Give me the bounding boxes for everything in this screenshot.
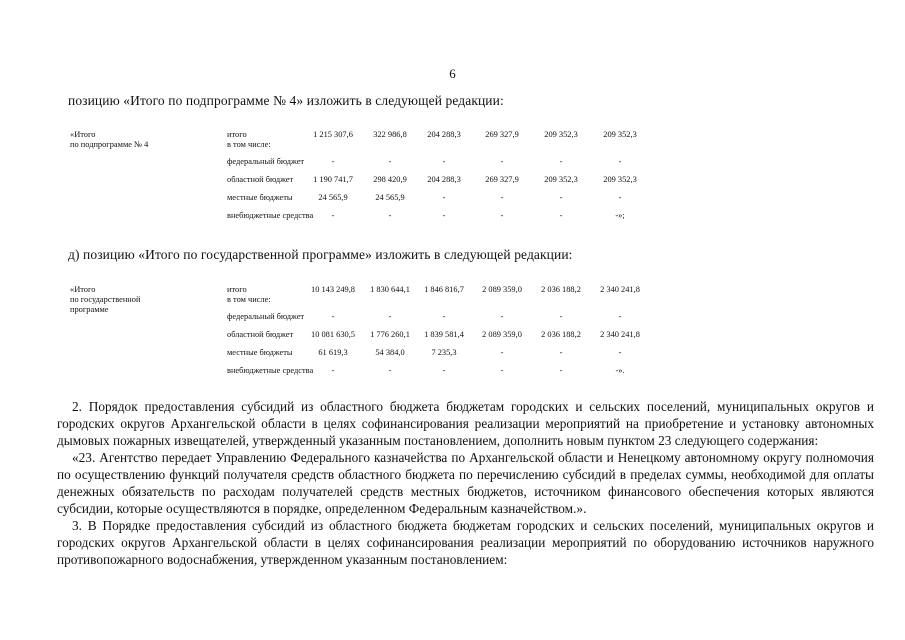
- body-text: [57, 398, 874, 568]
- table-cell: -»;: [615, 211, 625, 220]
- table-cell: 209 352,3: [603, 130, 637, 139]
- table-cell: -: [500, 312, 504, 321]
- row-name: [227, 157, 304, 167]
- row-name: [227, 312, 304, 322]
- table-cell: -: [442, 312, 446, 321]
- row-name-line: внебюджетные средства: [227, 366, 314, 375]
- table-cell: 24 565,9: [375, 193, 405, 202]
- table-cell: -: [559, 193, 563, 202]
- table-cell: -: [500, 348, 504, 357]
- table-cell: 24 565,9: [318, 193, 348, 202]
- table-cell: -: [559, 348, 563, 357]
- table-cell: 1 839 581,4: [424, 330, 464, 339]
- section2-intro: д) позицию «Итого по государственной программе» изложить в следующей редакции:: [68, 247, 573, 262]
- table-cell: -: [500, 211, 504, 220]
- table-cell: 2 089 359,0: [482, 285, 522, 294]
- table-cell: 1 190 741,7: [313, 175, 353, 184]
- table-cell: 61 619,3: [318, 348, 348, 357]
- table-cell: -: [618, 348, 622, 357]
- page-number: 6: [449, 66, 456, 81]
- table-cell: -: [500, 157, 504, 166]
- table-cell: 2 089 359,0: [482, 330, 522, 339]
- row-name-line: в том числе:: [227, 295, 271, 304]
- row-name-line: федеральный бюджет: [227, 157, 305, 166]
- table-cell: 2 340 241,8: [600, 285, 640, 294]
- row-name-line: местные бюджеты: [227, 193, 293, 202]
- row-name: [227, 348, 293, 358]
- row-name: [227, 211, 313, 221]
- table-cell: 1 776 260,1: [370, 330, 410, 339]
- table-cell: 269 327,9: [485, 175, 519, 184]
- table-cell: -: [331, 312, 335, 321]
- table-cell: -: [442, 193, 446, 202]
- label-line: по подпрограмме № 4: [70, 140, 149, 149]
- table-cell: -: [331, 157, 335, 166]
- table-cell: -: [388, 366, 392, 375]
- table-cell: -: [500, 366, 504, 375]
- row-name-line: итого: [227, 130, 247, 139]
- table-cell: -: [331, 211, 335, 220]
- table-cell: 204 288,3: [427, 130, 461, 139]
- table-cell: 2 036 188,2: [541, 330, 581, 339]
- row-name: [227, 130, 271, 150]
- row-name: [227, 330, 293, 340]
- table-cell: -: [442, 157, 446, 166]
- table-cell: -: [559, 211, 563, 220]
- table-cell: -: [559, 366, 563, 375]
- label-line: программе: [70, 305, 109, 314]
- table-cell: -: [388, 157, 392, 166]
- label-line: «Итого: [70, 285, 96, 294]
- table-cell: 298 420,9: [373, 175, 407, 184]
- label-line: «Итого: [70, 130, 96, 139]
- row-name-line: местные бюджеты: [227, 348, 293, 357]
- table-cell: -: [559, 157, 563, 166]
- table-cell: -: [618, 193, 622, 202]
- table-cell: 7 235,3: [431, 348, 457, 357]
- row-name-line: внебюджетные средства: [227, 211, 314, 220]
- row-name-line: в том числе:: [227, 140, 271, 149]
- row-name: [227, 193, 293, 203]
- table-cell: -».: [615, 366, 625, 375]
- table-cell: -: [500, 193, 504, 202]
- paragraph: 3. В Порядке предоставления субсидий из областного бюджета бюджетам городских и сельских поселений, муниципальных округов и городских округов Архангельской области в целях софинансирования реализации мероприятий по оборудованию источников наружного противопожарного водоснабжения, утвержденном указанным постановлением:: [57, 518, 874, 567]
- table-cell: -: [618, 157, 622, 166]
- section1-table: [70, 130, 690, 225]
- table-cell: -: [442, 211, 446, 220]
- paragraph: «23. Агентство передает Управлению Федерального казначейства по Архангельской области и Ненецкому автономному округу полномочия по осуществлению функций получателя средств областного бюджета по перечислению субсидий в пределах суммы, необходимой для оплаты денежных обязательств по расходам получателей средств местных бюджетов, источником финансового обеспечения которых являются субсидии, которые осуществляются в порядке, определенном Федеральным казначейством.».: [57, 450, 874, 516]
- table-cell: 10 081 630,5: [311, 330, 355, 339]
- section1-intro: позицию «Итого по подпрограмме № 4» изложить в следующей редакции:: [68, 93, 504, 108]
- label-line: по государственной: [70, 295, 141, 304]
- table-cell: 2 036 188,2: [541, 285, 581, 294]
- row-name: [227, 285, 271, 305]
- row-name: [227, 175, 293, 185]
- table-label: [70, 285, 200, 315]
- table-cell: 10 143 249,8: [311, 285, 355, 294]
- table-cell: -: [618, 312, 622, 321]
- table-cell: 1 215 307,6: [313, 130, 353, 139]
- table-cell: 209 352,3: [544, 175, 578, 184]
- table-cell: 269 327,9: [485, 130, 519, 139]
- table-cell: 209 352,3: [544, 130, 578, 139]
- table-cell: 1 830 644,1: [370, 285, 410, 294]
- section2-table: [70, 285, 690, 380]
- table-label: [70, 130, 200, 150]
- table-cell: 322 986,8: [373, 130, 407, 139]
- table-cell: -: [388, 312, 392, 321]
- paragraph: 2. Порядок предоставления субсидий из областного бюджета бюджетам городских и сельских поселений, муниципальных округов и городских округов Архангельской области в целях софинансирования реализации мероприятий на приобретение и установку автономных дымовых пожарных извещателей, утвержденный указанным постановлением, дополнить новым пунктом 23 следующего содержания:: [57, 399, 874, 448]
- table-cell: -: [442, 366, 446, 375]
- table-cell: 2 340 241,8: [600, 330, 640, 339]
- row-name-line: федеральный бюджет: [227, 312, 305, 321]
- row-name-line: областной бюджет: [227, 175, 294, 184]
- table-cell: -: [559, 312, 563, 321]
- table-cell: -: [388, 211, 392, 220]
- table-cell: -: [331, 366, 335, 375]
- row-name-line: итого: [227, 285, 247, 294]
- table-cell: 1 846 816,7: [424, 285, 464, 294]
- table-cell: 204 288,3: [427, 175, 461, 184]
- row-name-line: областной бюджет: [227, 330, 294, 339]
- row-name: [227, 366, 313, 376]
- table-cell: 54 384,0: [375, 348, 405, 357]
- table-cell: 209 352,3: [603, 175, 637, 184]
